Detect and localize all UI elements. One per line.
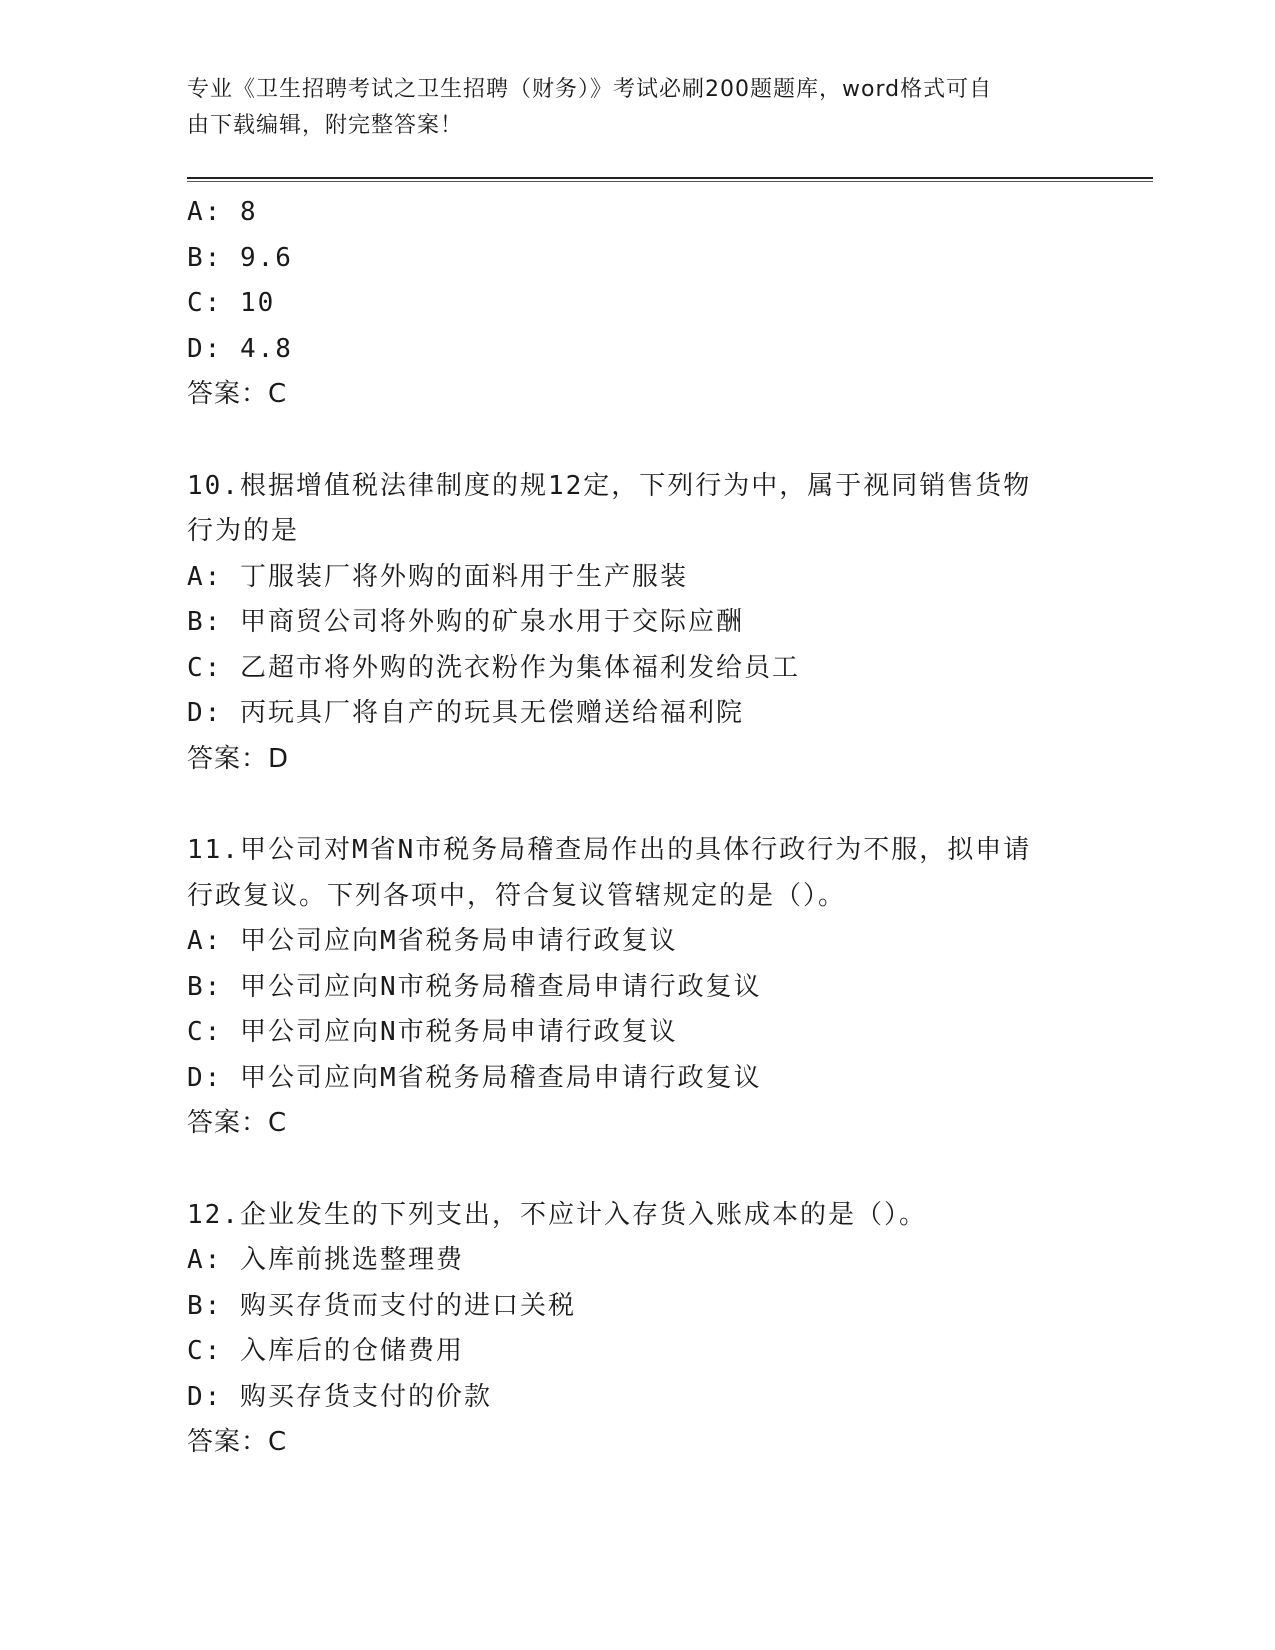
question-9 bbox=[187, 190, 1087, 418]
option-d: D: 丙玩具厂将自产的玩具无偿赠送给福利院 bbox=[187, 698, 744, 728]
option-b: B: 甲公司应向N市税务局稽查局申请行政复议 bbox=[187, 971, 762, 1002]
answer: 答案：D bbox=[187, 743, 290, 774]
question-11 bbox=[187, 828, 1087, 1147]
spacer bbox=[187, 418, 1087, 464]
header-line-1: 专业《卫生招聘考试之卫生招聘（财务）》考试必刷200题题库，word格式可自 bbox=[187, 77, 993, 102]
option-d: D: 4.8 bbox=[187, 333, 293, 364]
option-b: B: 甲商贸公司将外购的矿泉水用于交际应酬 bbox=[187, 607, 744, 637]
option-d: D: 甲公司应向M省税务局稽查局申请行政复议 bbox=[187, 1062, 762, 1093]
question-10 bbox=[187, 464, 1087, 783]
option-b: B: 购买存货而支付的进口关税 bbox=[187, 1290, 576, 1321]
option-b: B: 9.6 bbox=[187, 242, 293, 273]
header-divider-thin bbox=[187, 181, 1153, 182]
question-stem-line-2: 行为的是 bbox=[187, 516, 300, 546]
question-stem-line-1: 10.根据增值税法律制度的规12定，下列行为中，属于视同销售货物 bbox=[187, 470, 1032, 501]
option-c: C: 入库后的仓储费用 bbox=[187, 1336, 464, 1366]
spacer bbox=[187, 1147, 1087, 1193]
option-a: A: 入库前挑选整理费 bbox=[187, 1245, 464, 1275]
option-a: A: 丁服装厂将外购的面料用于生产服装 bbox=[187, 561, 688, 592]
option-d: D: 购买存货支付的价款 bbox=[187, 1381, 492, 1412]
answer: 答案：C bbox=[187, 1108, 288, 1138]
header-divider-thick bbox=[187, 177, 1153, 179]
question-12 bbox=[187, 1193, 1087, 1466]
question-stem-line-2: 行政复议。下列各项中，符合复议管辖规定的是（）。 bbox=[187, 880, 847, 911]
header-line-2: 由下载编辑，附完整答案！ bbox=[187, 113, 464, 138]
document-header bbox=[187, 72, 1087, 144]
answer: 答案：C bbox=[187, 1427, 288, 1457]
option-c: C: 10 bbox=[187, 288, 276, 318]
question-stem-line-1: 12.企业发生的下列支出，不应计入存货入账成本的是（）。 bbox=[187, 1199, 927, 1230]
option-a: A: 甲公司应向M省税务局申请行政复议 bbox=[187, 926, 678, 956]
question-stem-line-1: 11.甲公司对M省N市税务局稽查局作出的具体行政行为不服，拟申请 bbox=[187, 835, 1032, 865]
option-a: A: 8 bbox=[187, 197, 258, 227]
option-c: C: 乙超市将外购的洗衣粉作为集体福利发给员工 bbox=[187, 652, 800, 683]
option-c: C: 甲公司应向N市税务局申请行政复议 bbox=[187, 1017, 678, 1047]
answer: 答案：C bbox=[187, 379, 288, 409]
question-list bbox=[187, 190, 1087, 1466]
spacer bbox=[187, 782, 1087, 828]
